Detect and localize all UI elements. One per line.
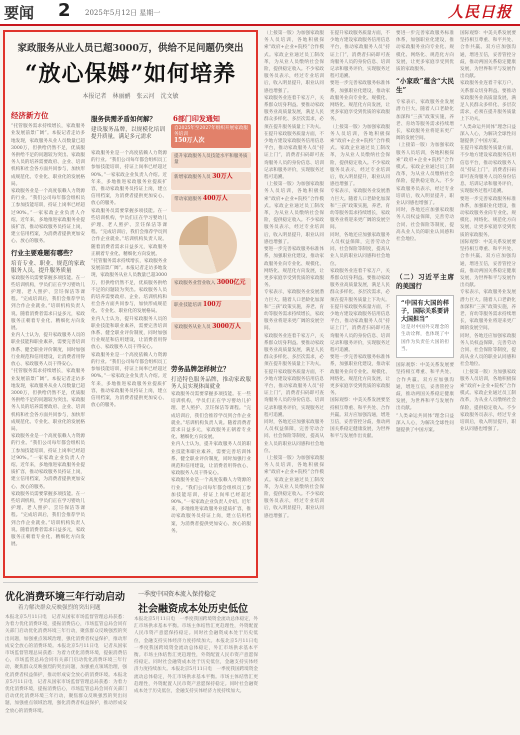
article-column-1: [11, 110, 85, 548]
infographic-pie: [179, 216, 237, 274]
article-column-2-body: [91, 150, 167, 409]
subhead: 劳务品牌怎样树立？: [171, 365, 230, 373]
article-column-2: [91, 112, 165, 141]
column-tag: 经济新方位: [11, 111, 49, 120]
story-headline[interactable]: 社会融资成本处历史低位: [138, 604, 248, 615]
infographic-item: 家政服务业营业收入 3000亿元: [171, 278, 251, 296]
column-text: 家政服务业是一个高度依赖人力资源的行业。“我们公司每年都会组织员工参加技能培训，持证上岗率已经超过90%。”一家家政企业负责人介绍。近年来，多地推进家政服务业提质扩容，推动家政服务员持证上岗，建立信用档案，为消费者提供更加安心、放心的服务。: [91, 151, 167, 207]
subhead-deck: 建设服务品牌，以规模化培训提升质量，满足多元需求: [91, 127, 165, 140]
divider: [3, 582, 258, 583]
column-text: 业内人士认为，提升家政服务人员的职业技能和职业素养，需要完善培训体系、健全职业评价制度，同时加强行业规范和信用建设，让消费者用得放心、家政服务人员干得安心。: [91, 316, 167, 351]
column-text: 家政服务员需要掌握多项技能。在一些培训机构，学员们正在学习婴幼儿护理、老人照护、烹饪保洁等课程。“完成培训后，我们会推荐学员到合作企业就业。”培训机构负责人说。随着消费者需求日益多元，家政服务正朝着专业化、精细化方向发展。: [11, 491, 85, 548]
feature-article[interactable]: [3, 30, 258, 578]
right-column-2: 在提升家政服务质量方面，不少地方建设家政服务信用信息平台，推动家政服务人员“持证上门”，消费者扫码即可查询服务人员的身份信息、培训记录和服务评价，实现服务过程可追溯。 要进一步完善家政服务标准体系，加强职业化建设，推动家政服务业向专业化、规模化、网络化、规范化方向发展，让更多家庭享受到优质的家政服务。 （上接第一版）为加强家政服务人员培训，各地积极探索“政府+企业+院校”合作模式。家政企业通过员工制改革，为从业人员缴纳社会保险，提供稳定收入。不少家政服务员表示，经过专业培训后，收入明显提升，职业认同感也增强了。 专家表示，家政服务业发展潜力巨大。随着人口老龄化加深和“三孩”政策实施，养老、育幼等服务需求持续增长，家政服务业将迎来更广阔的发展空间。 同时，各地还应加强家政服务人员权益保障，完善劳动合同、社会保险等制度，提高从业人员的职业认同感和社会地位。 家政服务业连着千家万户，关系群众切身利益。要推动家政服务业高质量发展，满足人民群众多样化、多层次需求，必须在提升服务质量上下功夫。 在提升家政服务质量方面，不少地方建设家政服务信用信息平台，推动家政服务人员“持证上门”，消费者扫码即可查询服务人员的身份信息、培训记录和服务评价，实现服务过程可追溯。 要进一步完善家政服务标准体系，加强职业化建设，推动家政服务业向专业化、规模化、网络化、规范化方向发展，让更多家庭享受到优质的家政服务。 国际观察：中美关系发展要坚持相互尊重、和平共处、合作共赢。双方应加强沟通，增进互信，妥善管控分歧，推动两国关系稳定健康发展，为世界和平与发展作出贡献。: [330, 31, 390, 440]
section-name: 要闻: [4, 4, 35, 22]
infographic-item: 带动家庭服务 400万人: [171, 194, 251, 212]
column-text: 家政服务业是一个高度依赖人力资源的行业。“我们公司每年都会组织员工参加技能培训，持证上岗率已经超过90%。”一家家政企业负责人介绍。近年来，多地推进家政服务业提质扩容，推动家政服务员持证上岗，建立信用档案，为消费者提供更加安心、放心的服务。: [11, 189, 85, 245]
page-number: 2: [58, 0, 71, 21]
masthead: [0, 0, 520, 26]
right-column-1: （上接第一版）为加强家政服务人员培训，各地积极探索“政府+企业+院校”合作模式。家政企业通过员工制改革，为从业人员缴纳社会保险，提供稳定收入。不少家政服务员表示，经过专业培训后，收入明显提升，职业认同感也增强了。 家政服务业连着千家万户，关系群众切身利益。要推动家政服务业高质量发展，满足人民群众多样化、多层次需求，必须在提升服务质量上下功夫。 在提升家政服务质量方面，不少地方建设家政服务信用信息平台，推动家政服务人员“持证上门”，消费者扫码即可查询服务人员的身份信息、培训记录和服务评价，实现服务过程可追溯。 （上接第一版）为加强家政服务人员培训，各地积极探索“政府+企业+院校”合作模式。家政企业通过员工制改革，为从业人员缴纳社会保险，提供稳定收入。不少家政服务员表示，经过专业培训后，收入明显提升，职业认同感也增强了。 要进一步完善家政服务标准体系，加强职业化建设，推动家政服务业向专业化、规模化、网络化、规范化方向发展，让更多家庭享受到优质的家政服务。 专家表示，家政服务业发展潜力巨大。随着人口老龄化加深和“三孩”政策实施，养老、育幼等服务需求持续增长，家政服务业将迎来更广阔的发展空间。 家政服务业连着千家万户，关系群众切身利益。要推动家政服务业高质量发展，满足人民群众多样化、多层次需求，必须在提升服务质量上下功夫。 在提升家政服务质量方面，不少地方建设家政服务信用信息平台，推动家政服务人员“持证上门”，消费者扫码即可查询服务人员的身份信息、培训记录和服务评价，实现服务过程可追溯。 同时，各地还应加强家政服务人员权益保障，完善劳动合同、社会保险等制度，提高从业人员的职业认同感和社会地位。 （上接第一版）为加强家政服务人员培训，各地积极探索“政府+企业+院校”合作模式。家政企业通过员工制改革，为从业人员缴纳社会保险，提供稳定收入。不少家政服务员表示，经过专业培训后，收入明显提升，职业认同感也增强了。: [264, 31, 324, 519]
subhead: 行业主要难题有哪些？: [11, 248, 76, 257]
infographic-item: 新增家政服务人员 30万人: [171, 172, 251, 190]
subhead-deck: 培育专业、职业、规范的家政服务人员，提升服务质量: [11, 260, 85, 274]
column-text: 家政服务业是一个高度依赖人力资源的行业。“我们公司每年都会组织员工参加技能培训，持证上岗率已经超过90%。”一家家政企业负责人介绍。近年来，多地推进家政服务业提质扩容，推动家政服务员持证上岗，建立信用档案，为消费者提供更加安心、放心的服务。: [11, 434, 85, 490]
article-byline: 本报记者 林丽鹂 张云河 沈文敏: [82, 93, 179, 100]
right-column-3: 要进一步完善家政服务标准体系，加强职业化建设，推动家政服务业向专业化、规模化、网络化、规范化方向发展，让更多家庭享受到优质的家政服务。 “小家政”蕴含“大民生” 专家表示，家政服务业发展潜力巨大。随着人口老龄化加深和“三孩”政策实施，养老、育幼等服务需求持续增长，家政服务业将迎来更广阔的发展空间。 （上接第一版）为加强家政服务人员培训，各地积极探索“政府+企业+院校”合作模式。家政企业通过员工制改革，为从业人员缴纳社会保险，提供稳定收入。不少家政服务员表示，经过专业培训后，收入明显提升，职业认同感也增强了。 同时，各地还应加强家政服务人员权益保障，完善劳动合同、社会保险等制度，提高从业人员的职业认同感和社会地位。 （二）习近平主席的美国行 “中国有大国的样子，国际关系要讲大国担当” 这是对中国外交理念的生动诠释，也体现了中国作为负责任大国的担当。 国际观察：中美关系发展要坚持相互尊重、和平共处、合作共赢。双方应加强沟通，增进互信，妥善管控分歧，推动两国关系稳定健康发展，为世界和平与发展作出贡献。 “人类命运共同体”理念日益深入人心，为解决全球性问题提供了中国方案。: [396, 31, 454, 433]
infographic-item: 自2025年至2027年组织开展家政服务培训 150万人次: [171, 124, 251, 148]
infographic-title: 6部门印发通知: [173, 114, 220, 123]
story-body: 本报北京5月11日电 一季度我国跨境资金流动总体稳定，外汇市场供求基本平衡。市场主体结售汇更趋理性，外资配置人民币资产意愿保持稳定。同时社会融资成本处于历史低位，金融支持实体经济力度持续加大。本报北京5月11日电 一季度我国跨境资金流动总体稳定，外汇市场供求基本平衡。市场主体结售汇更趋理性，外资配置人民币资产意愿保持稳定。同时社会融资成本处于历史低位，金融支持实体经济力度持续加大。本报北京5月11日电 一季度我国跨境资金流动总体稳定，外汇市场供求基本平衡。市场主体结售汇更趋理性，外资配置人民币资产意愿保持稳定。同时社会融资成本处于历史低位，金融支持实体经济力度持续加大。: [134, 617, 263, 695]
infographic-item: 职业技能培训 100万: [171, 300, 251, 318]
subhead: 服务供需矛盾如何解？: [91, 115, 156, 123]
infographic-item: 家政服务从业人员 3000万人: [171, 322, 251, 340]
column-text: 家政服务业是一个高度依赖人力资源的行业。“我们公司每年都会组织员工参加技能培训，持证上岗率已经超过90%。”一家家政企业负责人介绍。近年来，多地推进家政服务业提质扩容，推动家政服务员持证上岗，建立信用档案，为消费者提供更加安心、放心的服务。: [171, 478, 251, 534]
infographic-item: 提升家政服务人员技能水平和服务质量: [171, 152, 251, 168]
article-headline: “放心保姆”如何培养: [24, 61, 237, 87]
column-text: 业内人士认为，提升家政服务人员的职业技能和职业素养，需要完善培训体系、健全职业评价制度，同时加强行业规范和信用建设，让消费者用得放心、家政服务人员干得安心。: [171, 442, 251, 477]
column-text: 家政服务员需要掌握多项技能。在一些培训机构，学员们正在学习婴幼儿护理、老人照护、烹饪保洁等课程。“完成培训后，我们会推荐学员到合作企业就业。”培训机构负责人说。随着消费者需求日益多元，家政服务正朝着专业化、精细化方向发展。: [11, 275, 85, 332]
right-column-4: 国际观察：中美关系发展要坚持相互尊重、和平共处、合作共赢。双方应加强沟通，增进互信，妥善管控分歧，推动两国关系稳定健康发展，为世界和平与发展作出贡献。 家政服务业连着千家万户，关系群众切身利益。要推动家政服务业高质量发展，满足人民群众多样化、多层次需求，必须在提升服务质量上下功夫。 “人类命运共同体”理念日益深入人心，为解决全球性问题提供了中国方案。 在提升家政服务质量方面，不少地方建设家政服务信用信息平台，推动家政服务人员“持证上门”，消费者扫码即可查询服务人员的身份信息、培训记录和服务评价，实现服务过程可追溯。 要进一步完善家政服务标准体系，加强职业化建设，推动家政服务业向专业化、规模化、网络化、规范化方向发展，让更多家庭享受到优质的家政服务。 国际观察：中美关系发展要坚持相互尊重、和平共处、合作共赢。双方应加强沟通，增进互信，妥善管控分歧，推动两国关系稳定健康发展，为世界和平与发展作出贡献。 专家表示，家政服务业发展潜力巨大。随着人口老龄化加深和“三孩”政策实施，养老、育幼等服务需求持续增长，家政服务业将迎来更广阔的发展空间。 同时，各地还应加强家政服务人员权益保障，完善劳动合同、社会保险等制度，提高从业人员的职业认同感和社会地位。 （上接第一版）为加强家政服务人员培训，各地积极探索“政府+企业+院校”合作模式。家政企业通过员工制改革，为从业人员缴纳社会保险，提供稳定收入。不少家政服务员表示，经过专业培训后，收入明显提升，职业认同感也增强了。: [460, 31, 516, 433]
subhead: （二）习近平主席的美国行: [396, 273, 454, 291]
quote-box: “中国有大国的样子，国际关系要讲大国担当” 这是对中国外交理念的生动诠释，也体现了中国作为负责任大国的担当。: [396, 295, 454, 358]
article-column-3: [171, 362, 251, 535]
article-kicker: 家政服务从业人员已超3000万，供给不足问题仍突出: [17, 43, 244, 54]
column-text: “托管服务需求持续增长，家政服务业发展前景广阔”。本报记者走访多地发现，家政服务从业人员数量已超3000万，但供给仍然不足，优质服务供给不足的问题较为突出。家政服务人员的培养需要政府、企业、培训机构和社会各方面共同参与，加快形成规范化、专业化、职业化的发展格局。: [11, 124, 85, 187]
story-subheadline: 着力解决群众反映强烈的突出问题: [18, 605, 101, 611]
subhead: “小家政”蕴含“大民生”: [396, 77, 454, 95]
issue-date: 2025年5月12日 星期一: [85, 9, 161, 17]
column-text: 家政服务业是一个高度依赖人力资源的行业。“我们公司每年都会组织员工参加技能培训，持证上岗率已经超过90%。”一家家政企业负责人介绍。近年来，多地推进家政服务业提质扩容，推动家政服务员持证上岗，建立信用档案，为消费者提供更加安心、放心的服务。: [91, 352, 167, 409]
column-text: 业内人士认为，提升家政服务人员的职业技能和职业素养，需要完善培训体系、健全职业评价制度，同时加强行业规范和信用建设，让消费者用得放心、家政服务人员干得安心。: [11, 333, 85, 368]
column-text: “托管服务需求持续增长，家政服务业发展前景广阔”。本报记者走访多地发现，家政服务从业人员数量已超3000万，但供给仍然不足，优质服务供给不足的问题较为突出。家政服务人员的培养需要政府、企业、培训机构和社会各方面共同参与，加快形成规范化、专业化、职业化的发展格局。: [11, 369, 85, 432]
newspaper-logo: 人民日报: [447, 3, 512, 21]
story-body: 本报北京5月11日电 记者从国家市场监督管理总局获悉：为着力优化消费环境，提振消费信心，市场监管总局会同有关部门启动优化消费环境三年行动，聚焦群众反映强烈的突出问题，加强重点领域治理，强化消费者权益保护，推动形成安全放心的消费环境。本报北京5月11日电 记者从国家市场监督管理总局获悉：为着力优化消费环境，提振消费信心，市场监管总局会同有关部门启动优化消费环境三年行动，聚焦群众反映强烈的突出问题，加强重点领域治理，强化消费者权益保护，推动形成安全放心的消费环境。本报北京5月11日电 记者从国家市场监督管理总局获悉：为着力优化消费环境，提振消费信心，市场监管总局会同有关部门启动优化消费环境三年行动，聚焦群众反映强烈的突出问题，加强重点领域治理，强化消费者权益保护，推动形成安全放心的消费环境。: [5, 615, 127, 714]
story-kicker: 一季度中国资本流入保持稳定: [138, 591, 217, 598]
subhead-deck: 打造特色服务品牌，推动家政服务人员实现体面就业: [171, 377, 251, 390]
column-text: 家政服务员需要掌握多项技能。在一些培训机构，学员们正在学习婴幼儿护理、老人照护、烹饪保洁等课程。“完成培训后，我们会推荐学员到合作企业就业。”培训机构负责人说。随着消费者需求日益多元，家政服务正朝着专业化、精细化方向发展。: [171, 392, 251, 441]
column-text: “托管服务需求持续增长，家政服务业发展前景广阔”。本报记者走访多地发现，家政服务从业人员数量已超3000万，但供给仍然不足，优质服务供给不足的问题较为突出。家政服务人员的培养需要政府、企业、培训机构和社会各方面共同参与，加快形成规范化、专业化、职业化的发展格局。: [91, 259, 168, 315]
column-text: 家政服务员需要掌握多项技能。在一些培训机构，学员们正在学习婴幼儿护理、老人照护、烹饪保洁等课程。“完成培训后，我们会推荐学员到合作企业就业。”培训机构负责人说。随着消费者需求日益多元，家政服务正朝着专业化、精细化方向发展。: [91, 208, 167, 257]
story-headline[interactable]: 优化消费环境三年行动启动: [5, 592, 125, 603]
